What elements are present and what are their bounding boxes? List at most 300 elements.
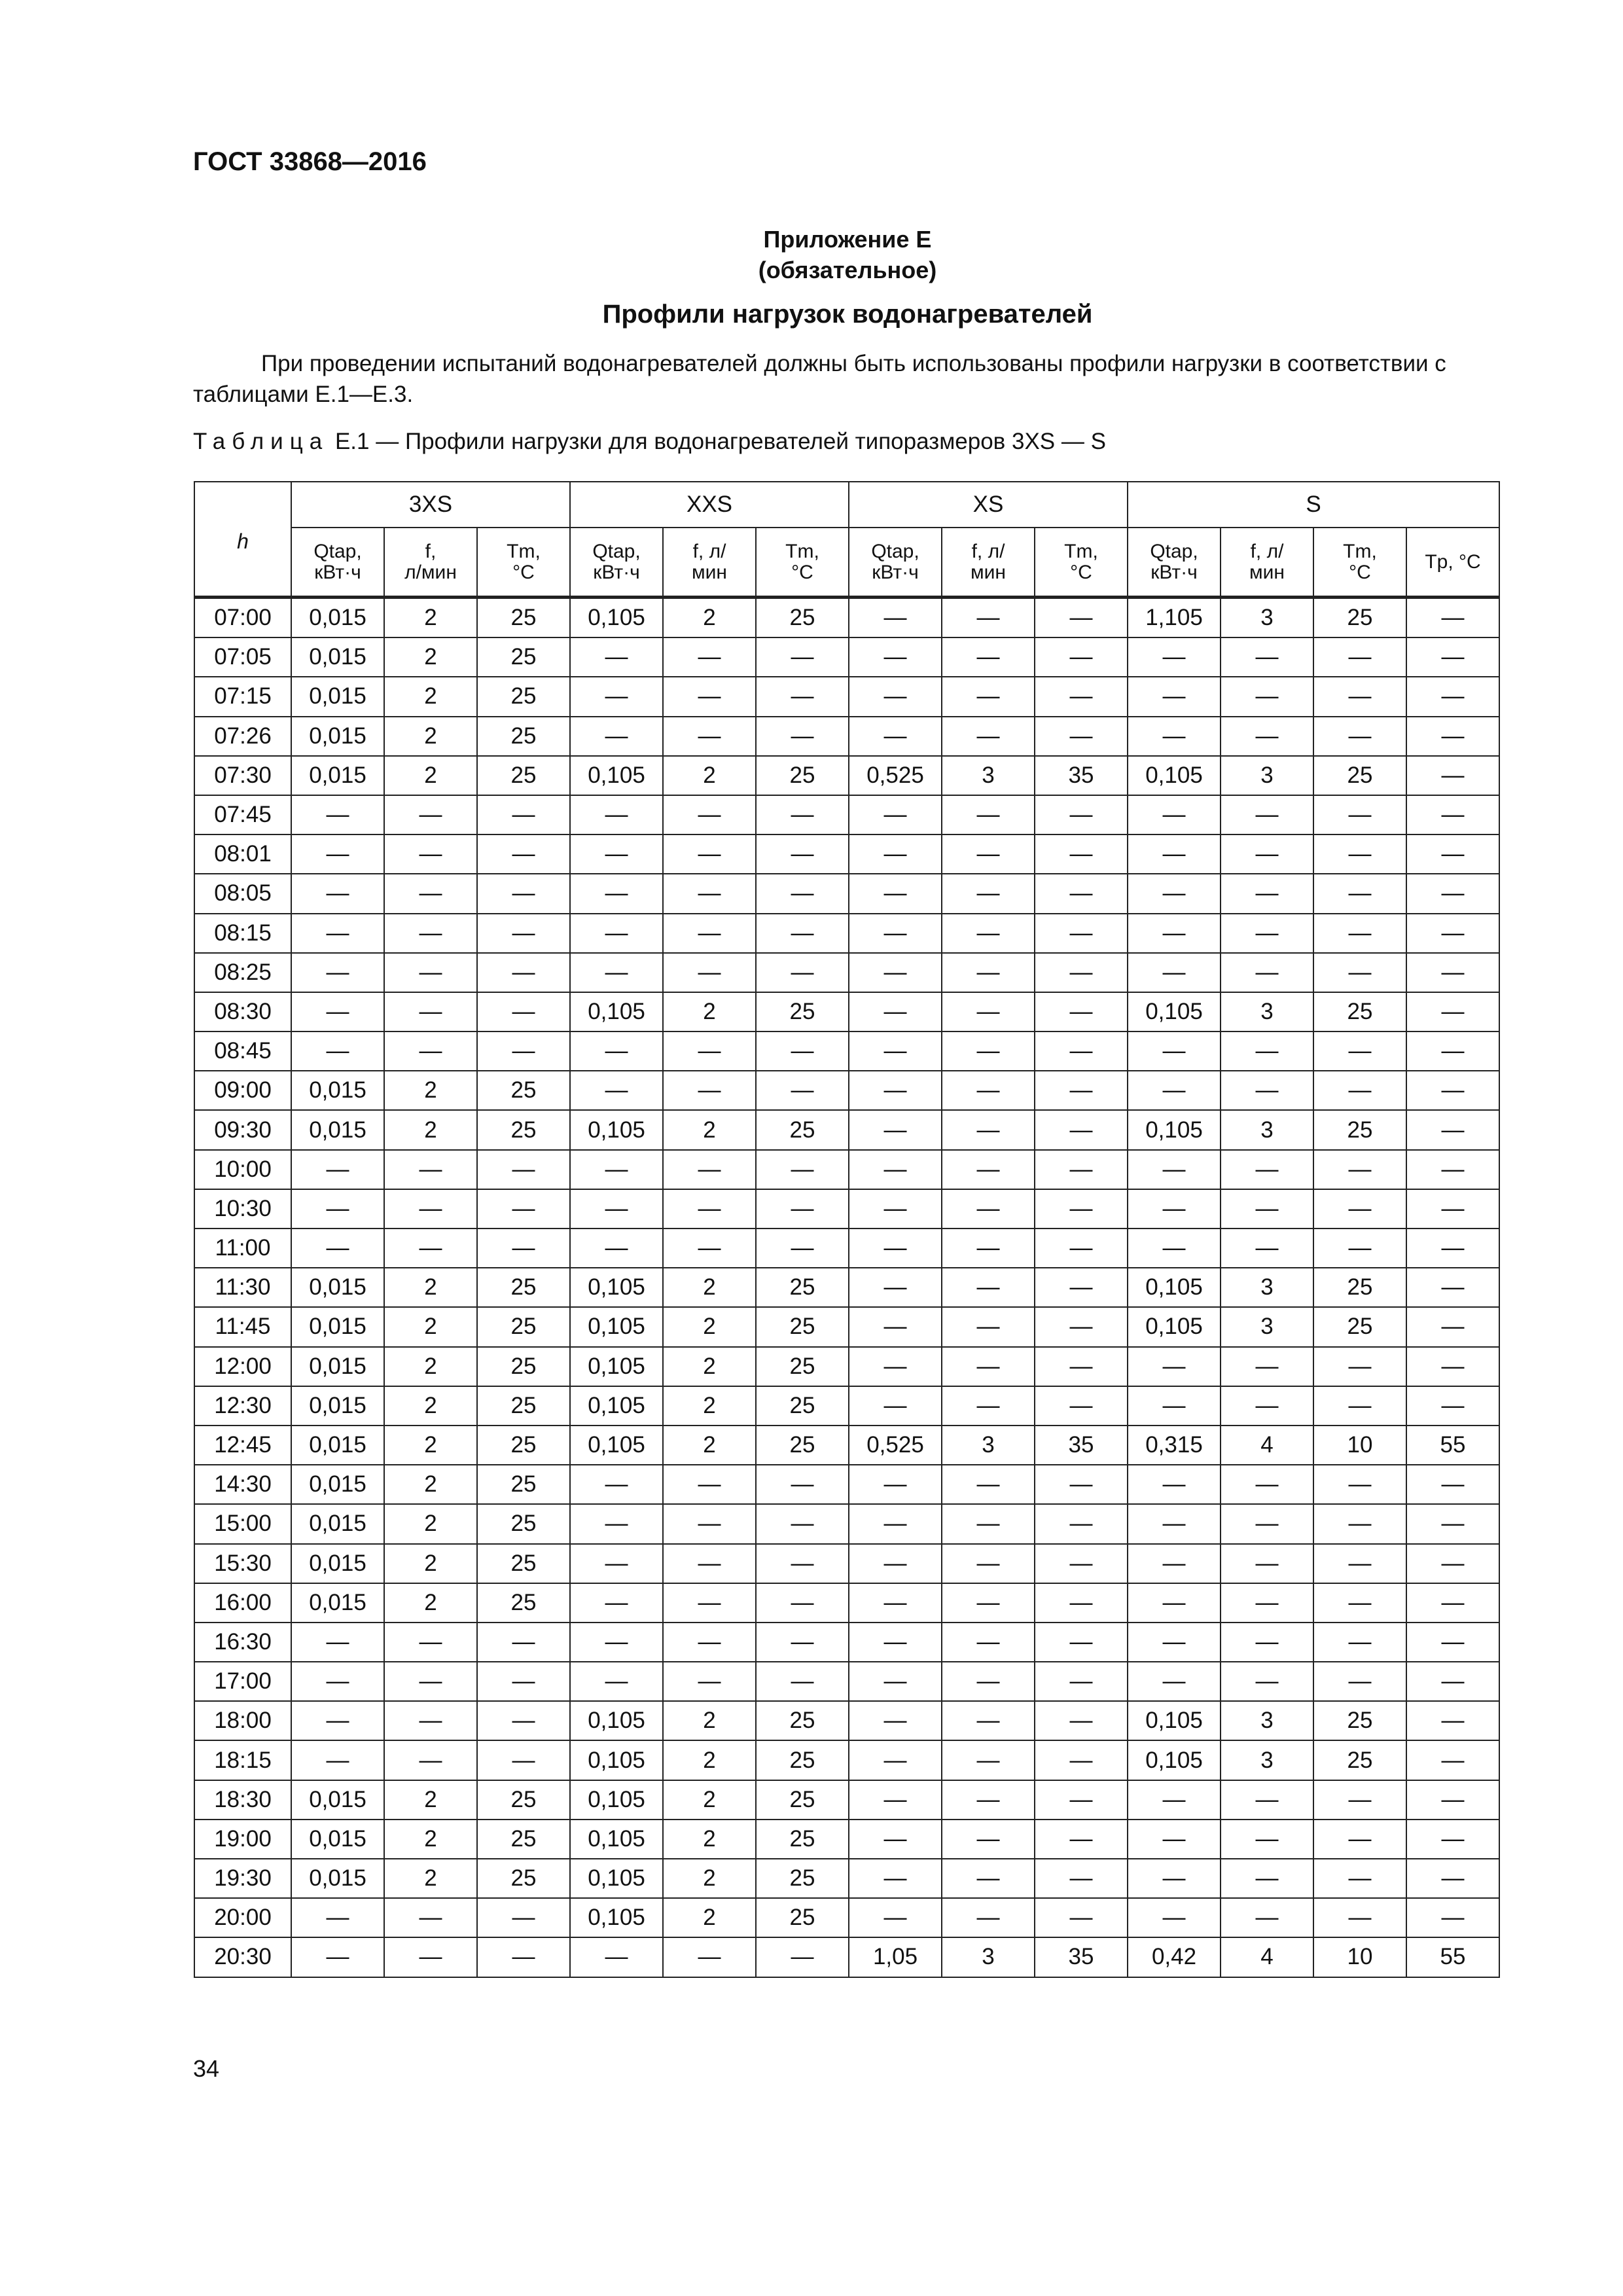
value-cell: — [1035, 795, 1128, 834]
value-cell: 0,105 [570, 1701, 663, 1740]
value-cell: 0,015 [291, 1583, 384, 1623]
value-cell: — [849, 1347, 942, 1386]
value-cell: — [663, 953, 756, 992]
value-cell: — [1221, 1623, 1313, 1662]
value-cell: — [942, 1386, 1035, 1426]
value-cell: 4 [1221, 1937, 1313, 1977]
value-cell: — [1313, 1071, 1406, 1110]
table-row [194, 1898, 1499, 1937]
value-cell: — [477, 1898, 570, 1937]
value-cell: — [1128, 637, 1221, 677]
value-cell: — [1313, 1504, 1406, 1543]
value-cell: — [1313, 1859, 1406, 1898]
time-cell: 09:30 [194, 1110, 291, 1149]
value-cell: — [849, 1504, 942, 1543]
value-cell: — [663, 717, 756, 756]
header-subcolumn [291, 528, 384, 598]
value-cell: — [1035, 1268, 1128, 1307]
value-cell: — [1035, 1465, 1128, 1504]
header-subcolumn [1035, 528, 1128, 598]
table-row [194, 834, 1499, 874]
time-cell: 10:00 [194, 1150, 291, 1189]
value-cell: 25 [1313, 1701, 1406, 1740]
header-group: XS [849, 482, 1128, 528]
value-cell: 2 [384, 717, 477, 756]
value-cell: — [849, 874, 942, 913]
value-cell: — [942, 1740, 1035, 1780]
value-cell: — [1406, 1307, 1499, 1346]
header-hour: h [194, 482, 291, 598]
value-cell: 25 [477, 1820, 570, 1859]
value-cell: — [570, 1544, 663, 1583]
value-cell: 25 [1313, 992, 1406, 1031]
header-subcolumn-unit: °C [1070, 561, 1092, 583]
value-cell: — [756, 1150, 849, 1189]
value-cell: — [384, 1662, 477, 1701]
value-cell: 2 [384, 1347, 477, 1386]
value-cell: — [384, 992, 477, 1031]
value-cell: 25 [756, 1110, 849, 1149]
time-cell: 08:15 [194, 914, 291, 953]
table-row [194, 1110, 1499, 1149]
value-cell: — [942, 1544, 1035, 1583]
value-cell: 25 [756, 1347, 849, 1386]
time-cell: 19:30 [194, 1859, 291, 1898]
header-subcolumn [1221, 528, 1313, 598]
value-cell: — [1035, 1307, 1128, 1346]
value-cell: 25 [477, 1504, 570, 1543]
value-cell: — [756, 1583, 849, 1623]
time-cell: 07:45 [194, 795, 291, 834]
value-cell: — [1221, 795, 1313, 834]
value-cell: — [291, 1740, 384, 1780]
value-cell: 25 [1313, 1740, 1406, 1780]
value-cell: — [1035, 1386, 1128, 1426]
value-cell: — [942, 1110, 1035, 1149]
header-subcolumn-symbol: Tm, [1343, 540, 1377, 562]
value-cell: 2 [663, 1268, 756, 1307]
header-subcolumn-symbol: Qtap, [313, 540, 362, 562]
value-cell: 0,105 [1128, 992, 1221, 1031]
value-cell: 2 [663, 1701, 756, 1740]
table-row [194, 1071, 1499, 1110]
document-code: ГОСТ 33868—2016 [193, 147, 427, 176]
value-cell: — [477, 1623, 570, 1662]
value-cell: — [663, 834, 756, 874]
value-cell: 2 [384, 1386, 477, 1426]
value-cell: — [477, 1937, 570, 1977]
value-cell: — [1406, 1150, 1499, 1189]
value-cell: — [1035, 717, 1128, 756]
value-cell: — [756, 677, 849, 716]
value-cell: — [1406, 1465, 1499, 1504]
value-cell: — [1035, 1859, 1128, 1898]
value-cell: — [1035, 1898, 1128, 1937]
value-cell: 0,105 [1128, 1740, 1221, 1780]
header-subcolumn-symbol: f, л/ [692, 540, 726, 562]
value-cell: — [756, 1623, 849, 1662]
header-subcolumn-symbol: f, л/ [1250, 540, 1284, 562]
value-cell: — [477, 953, 570, 992]
value-cell: — [1128, 1150, 1221, 1189]
header-subcolumn-unit: л/мин [404, 561, 457, 583]
value-cell: 2 [663, 1347, 756, 1386]
time-cell: 07:30 [194, 756, 291, 795]
value-cell: 0,015 [291, 1820, 384, 1859]
time-cell: 14:30 [194, 1465, 291, 1504]
value-cell: — [1128, 1583, 1221, 1623]
value-cell: — [384, 1150, 477, 1189]
value-cell: — [1313, 677, 1406, 716]
value-cell: — [1313, 1623, 1406, 1662]
value-cell: — [1035, 992, 1128, 1031]
value-cell: — [1035, 598, 1128, 638]
value-cell: — [1221, 1583, 1313, 1623]
value-cell: — [849, 1583, 942, 1623]
value-cell: — [1128, 1662, 1221, 1701]
value-cell: — [663, 1189, 756, 1229]
value-cell: — [942, 717, 1035, 756]
value-cell: — [1406, 1189, 1499, 1229]
table-header [194, 482, 1499, 598]
value-cell: 25 [1313, 598, 1406, 638]
value-cell: — [1035, 1347, 1128, 1386]
header-subcolumn-unit: кВт·ч [1150, 561, 1198, 583]
value-cell: 0,105 [570, 598, 663, 638]
value-cell: 0,105 [570, 1268, 663, 1307]
value-cell: — [291, 953, 384, 992]
value-cell: — [1221, 1150, 1313, 1189]
value-cell: — [756, 717, 849, 756]
value-cell: 2 [663, 1820, 756, 1859]
value-cell: — [384, 953, 477, 992]
value-cell: — [942, 1859, 1035, 1898]
value-cell: — [942, 1583, 1035, 1623]
value-cell: — [291, 1150, 384, 1189]
value-cell: — [849, 1780, 942, 1820]
header-subcolumn [1128, 528, 1221, 598]
value-cell: 25 [756, 598, 849, 638]
value-cell: — [663, 1544, 756, 1583]
value-cell: 25 [756, 756, 849, 795]
header-subcolumn-unit: °C [791, 561, 813, 583]
value-cell: 0,015 [291, 1268, 384, 1307]
value-cell: — [1313, 1189, 1406, 1229]
time-cell: 11:45 [194, 1307, 291, 1346]
value-cell: 2 [384, 637, 477, 677]
value-cell: — [942, 1071, 1035, 1110]
value-cell: — [384, 874, 477, 913]
value-cell: — [384, 1229, 477, 1268]
value-cell: — [570, 1583, 663, 1623]
value-cell: — [1128, 874, 1221, 913]
value-cell: — [1406, 1820, 1499, 1859]
value-cell: — [1406, 1071, 1499, 1110]
value-cell: — [1128, 1386, 1221, 1426]
value-cell: — [1406, 1701, 1499, 1740]
value-cell: — [1128, 1189, 1221, 1229]
value-cell: 0,105 [570, 1386, 663, 1426]
value-cell: 25 [477, 1110, 570, 1149]
value-cell: — [291, 874, 384, 913]
value-cell: — [570, 1937, 663, 1977]
value-cell: — [1035, 1820, 1128, 1859]
value-cell: — [1406, 795, 1499, 834]
table-row [194, 1740, 1499, 1780]
value-cell: 3 [1221, 992, 1313, 1031]
value-cell: 25 [477, 1544, 570, 1583]
value-cell: 0,105 [570, 1820, 663, 1859]
value-cell: — [942, 637, 1035, 677]
value-cell: — [1313, 1347, 1406, 1386]
value-cell: — [942, 1623, 1035, 1662]
value-cell: — [1221, 1229, 1313, 1268]
value-cell: — [849, 1662, 942, 1701]
appendix-label: Приложение Е [763, 226, 932, 253]
value-cell: — [1128, 914, 1221, 953]
table-caption-text: Е.1 — Профили нагрузки для водонагревателей типоразмеров 3XS — S [329, 429, 1106, 454]
value-cell: — [384, 1623, 477, 1662]
value-cell: — [1221, 1071, 1313, 1110]
value-cell: 0,525 [849, 1426, 942, 1465]
value-cell: — [1221, 1504, 1313, 1543]
value-cell: 0,015 [291, 1780, 384, 1820]
value-cell: 0,015 [291, 1504, 384, 1543]
page-number: 34 [193, 2055, 220, 2082]
value-cell: — [477, 1031, 570, 1071]
value-cell: — [756, 1031, 849, 1071]
value-cell: 55 [1406, 1426, 1499, 1465]
value-cell: — [849, 992, 942, 1031]
value-cell: 1,05 [849, 1937, 942, 1977]
value-cell: — [1128, 1031, 1221, 1071]
value-cell: — [942, 992, 1035, 1031]
value-cell: — [849, 1701, 942, 1740]
value-cell: — [1221, 1780, 1313, 1820]
value-cell: — [849, 1820, 942, 1859]
value-cell: — [570, 1150, 663, 1189]
value-cell: — [942, 795, 1035, 834]
value-cell: — [1313, 795, 1406, 834]
value-cell: — [756, 637, 849, 677]
time-cell: 10:30 [194, 1189, 291, 1229]
value-cell: 25 [756, 1780, 849, 1820]
value-cell: 25 [477, 637, 570, 677]
time-cell: 11:30 [194, 1268, 291, 1307]
value-cell: — [384, 1189, 477, 1229]
value-cell: 0,42 [1128, 1937, 1221, 1977]
value-cell: — [849, 914, 942, 953]
value-cell: 0,105 [1128, 1701, 1221, 1740]
value-cell: 25 [477, 1465, 570, 1504]
table-caption-label: Таблица [193, 429, 329, 454]
value-cell: — [942, 1820, 1035, 1859]
value-cell: — [663, 795, 756, 834]
value-cell: 3 [1221, 1701, 1313, 1740]
header-subcolumn-unit: кВт·ч [872, 561, 919, 583]
value-cell: — [1406, 1031, 1499, 1071]
value-cell: — [942, 1898, 1035, 1937]
table-row [194, 1229, 1499, 1268]
value-cell: — [570, 914, 663, 953]
value-cell: — [942, 953, 1035, 992]
value-cell: — [1221, 717, 1313, 756]
value-cell: — [849, 953, 942, 992]
time-cell: 17:00 [194, 1662, 291, 1701]
value-cell: — [1406, 637, 1499, 677]
value-cell: 0,015 [291, 1110, 384, 1149]
value-cell: 0,015 [291, 1386, 384, 1426]
table-row [194, 1544, 1499, 1583]
value-cell: 25 [477, 677, 570, 716]
time-cell: 07:15 [194, 677, 291, 716]
value-cell: 2 [384, 1426, 477, 1465]
value-cell: — [1128, 1898, 1221, 1937]
value-cell: — [1221, 677, 1313, 716]
header-subcolumn-symbol: f, л/ [971, 540, 1005, 562]
value-cell: — [1128, 1820, 1221, 1859]
value-cell: — [570, 1662, 663, 1701]
value-cell: 2 [384, 1268, 477, 1307]
table-row [194, 914, 1499, 953]
value-cell: 25 [477, 1426, 570, 1465]
value-cell: 0,105 [570, 1307, 663, 1346]
time-cell: 20:00 [194, 1898, 291, 1937]
value-cell: — [570, 874, 663, 913]
value-cell: — [1035, 1071, 1128, 1110]
value-cell: 25 [756, 1386, 849, 1426]
value-cell: — [663, 1071, 756, 1110]
value-cell: — [291, 834, 384, 874]
value-cell: — [1128, 677, 1221, 716]
value-cell: — [384, 1937, 477, 1977]
value-cell: — [849, 1307, 942, 1346]
value-cell: — [1221, 1859, 1313, 1898]
value-cell: — [1313, 914, 1406, 953]
value-cell: — [1313, 1780, 1406, 1820]
value-cell: — [477, 1189, 570, 1229]
value-cell: — [849, 1544, 942, 1583]
value-cell: — [1406, 717, 1499, 756]
value-cell: — [942, 1229, 1035, 1268]
value-cell: 35 [1035, 756, 1128, 795]
value-cell: — [1128, 1229, 1221, 1268]
value-cell: 25 [1313, 756, 1406, 795]
value-cell: 2 [384, 1583, 477, 1623]
value-cell: — [1128, 834, 1221, 874]
value-cell: — [1128, 1347, 1221, 1386]
value-cell: — [384, 834, 477, 874]
value-cell: — [1313, 1544, 1406, 1583]
value-cell: 0,105 [570, 1426, 663, 1465]
value-cell: — [291, 1623, 384, 1662]
value-cell: — [756, 1189, 849, 1229]
value-cell: — [756, 874, 849, 913]
value-cell: — [942, 598, 1035, 638]
table-row [194, 1465, 1499, 1504]
table-row [194, 874, 1499, 913]
value-cell: 2 [663, 1110, 756, 1149]
value-cell: — [1221, 953, 1313, 992]
value-cell: — [384, 1740, 477, 1780]
value-cell: — [384, 1898, 477, 1937]
value-cell: — [1406, 1544, 1499, 1583]
value-cell: — [756, 1465, 849, 1504]
value-cell: — [1035, 677, 1128, 716]
value-cell: — [1406, 1898, 1499, 1937]
time-cell: 08:05 [194, 874, 291, 913]
table-row [194, 637, 1499, 677]
value-cell: — [570, 677, 663, 716]
value-cell: 25 [477, 717, 570, 756]
value-cell: 2 [663, 1426, 756, 1465]
value-cell: — [477, 1662, 570, 1701]
value-cell: 0,525 [849, 756, 942, 795]
value-cell: 2 [384, 1071, 477, 1110]
value-cell: 0,105 [1128, 756, 1221, 795]
value-cell: — [1035, 874, 1128, 913]
value-cell: 0,015 [291, 717, 384, 756]
value-cell: 10 [1313, 1937, 1406, 1977]
value-cell: 2 [384, 1544, 477, 1583]
header-subcolumn [663, 528, 756, 598]
value-cell: — [570, 637, 663, 677]
value-cell: — [1313, 874, 1406, 913]
value-cell: 0,105 [1128, 1307, 1221, 1346]
value-cell: — [849, 1465, 942, 1504]
value-cell: — [942, 1701, 1035, 1740]
value-cell: — [663, 1662, 756, 1701]
value-cell: — [291, 1189, 384, 1229]
value-cell: — [1035, 1780, 1128, 1820]
value-cell: 3 [942, 756, 1035, 795]
table-row [194, 756, 1499, 795]
value-cell: 2 [663, 598, 756, 638]
value-cell: — [1313, 1229, 1406, 1268]
value-cell: — [291, 914, 384, 953]
value-cell: 10 [1313, 1426, 1406, 1465]
table-row [194, 1150, 1499, 1189]
header-subcolumn-symbol: f, [425, 540, 437, 562]
time-cell: 12:00 [194, 1347, 291, 1386]
table-row [194, 992, 1499, 1031]
value-cell: 3 [1221, 1268, 1313, 1307]
value-cell: — [1128, 1504, 1221, 1543]
value-cell: — [1221, 1189, 1313, 1229]
table-row [194, 1504, 1499, 1543]
value-cell: — [1035, 1583, 1128, 1623]
value-cell: 0,015 [291, 1544, 384, 1583]
value-cell: 2 [384, 598, 477, 638]
value-cell: — [291, 1662, 384, 1701]
table-row [194, 1859, 1499, 1898]
value-cell: — [477, 1229, 570, 1268]
value-cell: — [291, 795, 384, 834]
header-subcolumn-symbol: Tm, [1064, 540, 1098, 562]
header-subcolumn-unit: мин [692, 561, 727, 583]
value-cell: — [849, 834, 942, 874]
value-cell: 0,105 [570, 1898, 663, 1937]
value-cell: 2 [663, 1307, 756, 1346]
value-cell: — [570, 834, 663, 874]
value-cell: 25 [477, 1307, 570, 1346]
value-cell: 0,105 [1128, 1110, 1221, 1149]
value-cell: 0,015 [291, 756, 384, 795]
appendix-status: (обязательное) [758, 257, 937, 283]
value-cell: — [849, 637, 942, 677]
header-subcolumn-unit: кВт·ч [593, 561, 640, 583]
value-cell: — [663, 914, 756, 953]
